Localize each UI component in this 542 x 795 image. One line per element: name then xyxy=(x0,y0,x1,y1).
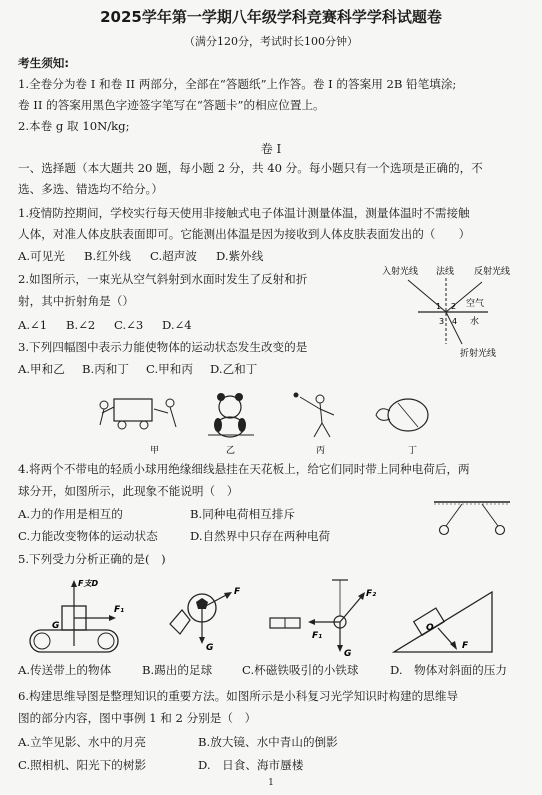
q6-option-c: C.照相机、阳光下的树影 xyxy=(18,758,147,772)
volume-label: 卷 I xyxy=(260,142,282,156)
q3-option-d: D.乙和丁 xyxy=(210,362,258,376)
q1-option-d: D.紫外线 xyxy=(216,249,264,263)
q5-label-g-c: G xyxy=(344,649,352,659)
q4-option-a: A.力的作用是相互的 xyxy=(18,507,123,521)
notice-line-3: 2.本卷 g 取 10N/kg; xyxy=(18,119,130,133)
q3-label-yi: 乙 xyxy=(226,446,236,456)
q2-label-water: 水 xyxy=(470,317,480,327)
q5-label-f-d: F xyxy=(462,641,469,651)
q5-label-f1-a: F₁ xyxy=(114,605,125,615)
q1-line-1: 1.疫情防控期间，学校实行每天使用非接触式电子体温计测量体温，测量体温时不需接触 xyxy=(18,206,470,220)
q4-line-2: 球分开，如图所示，此现象不能说明（ ） xyxy=(18,484,239,498)
q5-option-b: B.踢出的足球 xyxy=(142,663,213,677)
q3-line-1: 3.下列四幅图中表示力能使物体的运动状态发生改变的是 xyxy=(18,340,308,354)
q5-option-d: D. 物体对斜面的压力 xyxy=(390,663,507,677)
q5-figure-incline xyxy=(394,592,492,652)
section-heading-1: 一、选择题（本大题共 20 题，每小题 2 分，共 40 分。每小题只有一个选项是正确的，不 xyxy=(18,161,483,175)
q2-label-normal: 法线 xyxy=(436,267,455,277)
q5-figure-conveyor xyxy=(30,579,124,652)
q5-label-fxd: F支D xyxy=(78,579,99,588)
q5-figure-football xyxy=(170,587,241,653)
q1-option-c: C.超声波 xyxy=(150,249,197,263)
q1-line-2: 人体，对准人体皮肤表面即可。它能测出体温是因为接收到人体皮肤表面发出的（ ） xyxy=(18,227,471,241)
q1-option-a: A.可见光 xyxy=(18,249,65,263)
q6-option-b: B.放大镜、水中青山的倒影 xyxy=(198,735,338,749)
q3-option-b: B.丙和丁 xyxy=(82,362,129,376)
q2-option-b: B.∠2 xyxy=(66,318,96,332)
q3-label-ding: 丁 xyxy=(408,446,418,456)
q6-option-d: D. 日食、海市蜃楼 xyxy=(198,758,304,772)
exam-subtitle: （满分120分，考试时长100分钟） xyxy=(184,35,358,48)
section-heading-2: 选、多选、错选均不给分。） xyxy=(18,182,163,196)
q2-label-reflected: 反射光线 xyxy=(474,267,511,277)
q3-label-bing: 丙 xyxy=(316,446,326,456)
q2-option-c: C.∠3 xyxy=(114,318,144,332)
q5-line-1: 5.下列受力分析正确的是( ) xyxy=(18,552,166,566)
q2-angle-4: 4 xyxy=(452,317,458,326)
q5-option-c: C.杯磁铁吸引的小铁球 xyxy=(242,663,359,677)
q5-figure-magnet xyxy=(270,580,376,659)
q6-options-row-2 xyxy=(18,758,303,772)
q5-label-f-b: F xyxy=(234,587,241,597)
q3-figure-jia xyxy=(100,399,176,429)
q5-options xyxy=(18,663,507,677)
q5-label-o: O xyxy=(426,623,434,633)
q2-option-d: D.∠4 xyxy=(162,318,192,332)
q2-angle-3: 3 xyxy=(439,317,445,326)
q5-force-figures xyxy=(22,572,522,660)
q4-options-row-2 xyxy=(18,529,330,543)
q5-label-f1-c: F₁ xyxy=(312,631,323,641)
q3-figure-yi xyxy=(208,393,254,437)
q2-angle-2: 2 xyxy=(451,302,457,311)
page-number: 1 xyxy=(268,778,274,788)
q2-label-refracted: 折射光线 xyxy=(460,349,497,359)
q6-options-row-1 xyxy=(18,735,338,749)
q3-figures xyxy=(90,385,470,457)
notice-heading: 考生须知: xyxy=(18,56,70,70)
q5-option-a: A.传送带上的物体 xyxy=(18,663,112,677)
notice-line-1: 1.全卷分为卷 I 和卷 II 两部分，全部在“答题纸”上作答。卷 I 的答案用 2B 铅笔填涂; xyxy=(18,77,457,91)
q3-options xyxy=(18,362,257,376)
q2-label-air: 空气 xyxy=(466,299,485,309)
q2-label-incident: 入射光线 xyxy=(382,267,419,277)
q6-line-2: 图的部分内容，图中事例 1 和 2 分别是（ ） xyxy=(18,711,257,725)
q4-option-d: D.自然界中只存在两种电荷 xyxy=(190,529,331,543)
q2-line-2: 射，其中折射角是（） xyxy=(18,294,134,308)
q1-option-b: B.红外线 xyxy=(84,249,131,263)
q4-line-1: 4.将两个不带电的轻质小球用绝缘细线悬挂在天花板上，给它们同时带上同种电荷后，两 xyxy=(18,462,470,476)
q4-options-row-1 xyxy=(18,507,295,521)
q2-options xyxy=(18,318,192,332)
exam-title: 2025学年第一学期八年级学科竞赛科学学科试题卷 xyxy=(100,8,442,26)
q6-option-a: A.立竿见影、水中的月亮 xyxy=(18,735,146,749)
q5-label-f2: F₂ xyxy=(366,589,377,599)
q1-options xyxy=(18,249,263,263)
q5-label-g-b: G xyxy=(206,643,214,653)
q5-label-g-a: G xyxy=(52,621,60,631)
q4-option-b: B.同种电荷相互排斥 xyxy=(190,507,295,521)
q2-line-1: 2.如图所示，一束光从空气斜射到水面时发生了反射和折 xyxy=(18,272,308,286)
q3-option-a: A.甲和乙 xyxy=(18,362,65,376)
q4-option-c: C.力能改变物体的运动状态 xyxy=(18,529,158,543)
notice-line-2: 卷 II 的答案用黑色字迹签字笔写在“答题卡”的相应位置上。 xyxy=(18,98,325,112)
q3-figure-ding xyxy=(376,399,428,431)
q4-pith-balls-figure xyxy=(432,500,512,540)
q3-option-c: C.甲和丙 xyxy=(146,362,193,376)
q6-line-1: 6.构建思维导图是整理知识的重要方法。如图所示是小科复习光学知识时构建的思维导 xyxy=(18,689,459,703)
q3-figure-bing xyxy=(294,393,335,438)
q2-refraction-figure xyxy=(378,262,528,362)
q2-option-a: A.∠1 xyxy=(18,318,48,332)
q3-label-jia: 甲 xyxy=(150,446,160,456)
q2-angle-1: 1 xyxy=(436,302,442,311)
